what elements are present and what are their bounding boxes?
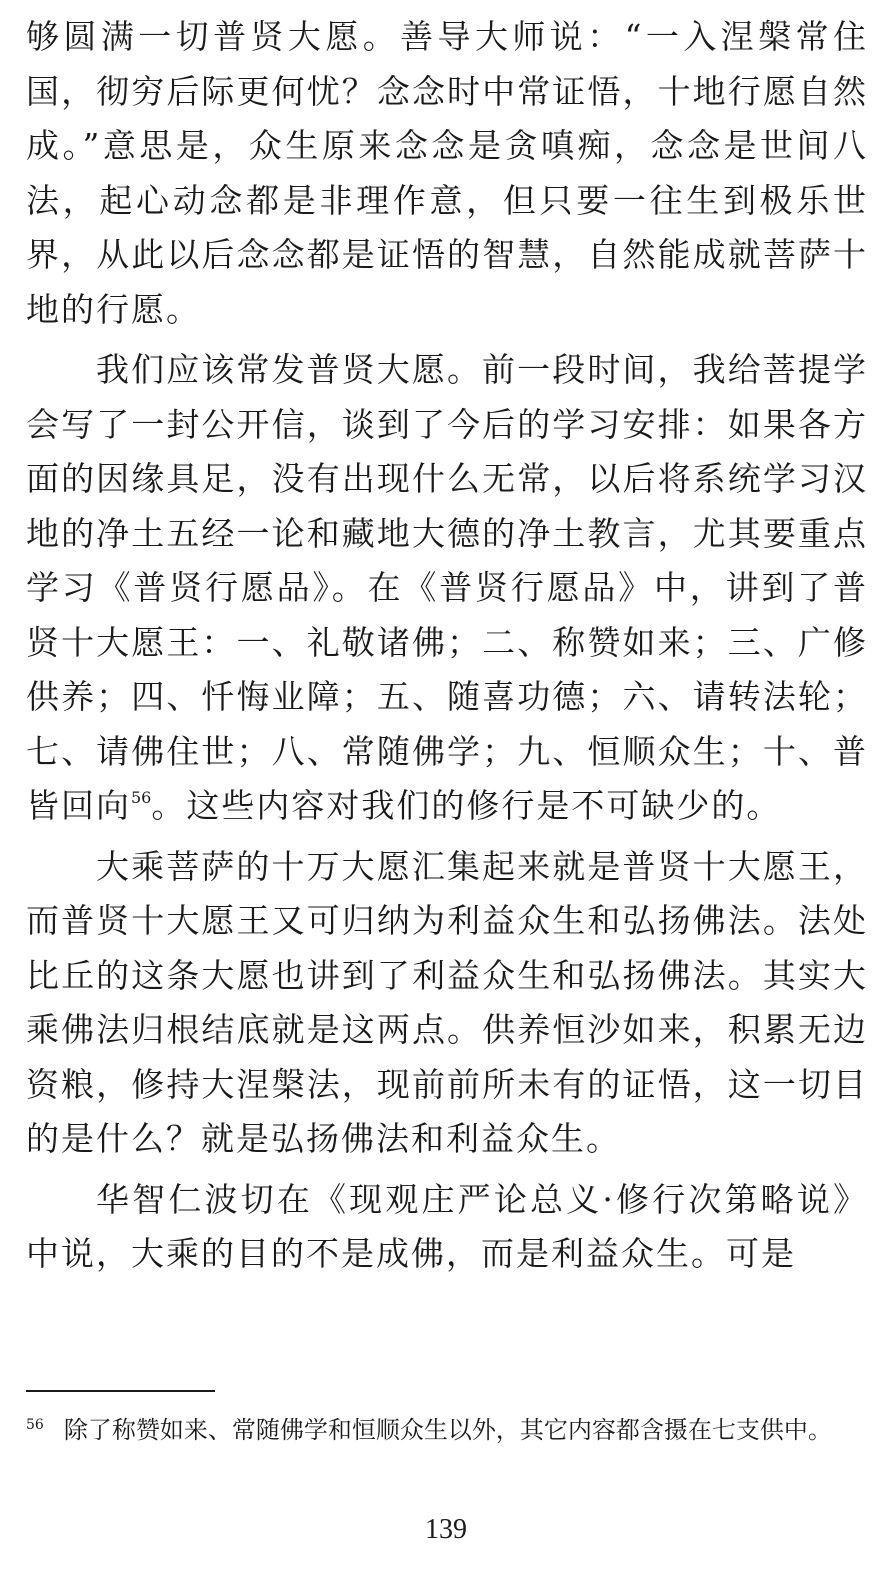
footnote-number: 56: [26, 1417, 44, 1433]
footnote-reference[interactable]: 56: [131, 788, 152, 807]
page-number: 139: [425, 1514, 467, 1545]
body-text: [26, 10, 868, 1282]
footnote-divider: [26, 1390, 215, 1392]
paragraph-2-text-end: 。这些内容对我们的修行是不可缺少的。: [151, 786, 782, 825]
footnote: [26, 1408, 868, 1448]
paragraph-1: 够圆满一切普贤大愿。善导大师说：“一入涅槃常住国，彻穷后际更何忧？念念时中常证悟，十地行愿自然成。”意思是，众生原来念念是贪嗔痴，念念是世间八法，起心动念都是非理作意，但只要一往生到极乐世界，从此以后念念都是证悟的智慧，自然能成就菩萨十地的行愿。: [26, 17, 868, 329]
paragraph-3: 大乘菩萨的十万大愿汇集起来就是普贤十大愿王，而普贤十大愿王又可归纳为利益众生和弘扬佛法。法处比丘的这条大愿也讲到了利益众生和弘扬佛法。其实大乘佛法归根结底就是这两点。供养恒沙如来，积累无边资粮，修持大涅槃法，现前前所未有的证悟，这一切目的是什么？就是弘扬佛法和利益众生。: [26, 846, 868, 1158]
paragraph-2: [26, 343, 868, 834]
paragraph-4: 华智仁波切在《现观庄严论总义·修行次第略说》中说，大乘的目的不是成佛，而是利益众生。可是: [26, 1179, 868, 1273]
paragraph-2-text: 我们应该常发普贤大愿。前一段时间，我给菩提学会写了一封公开信，谈到了今后的学习安排：如果各方面的因缘具足，没有出现什么无常，以后将系统学习汉地的净土五经一论和藏地大德的净土教言，尤其要重点学习《普贤行愿品》。在《普贤行愿品》中，讲到了普贤十大愿王：一、礼敬诸佛；二、称赞如来；三、广修供养；四、忏悔业障；五、随喜功德；六、请转法轮；七、请佛住世；八、常随佛学；九、恒顺众生；十、普皆回向: [26, 350, 868, 825]
footnote-text: 除了称赞如来、常随佛学和恒顺众生以外，其它内容都含摄在七支供中。: [63, 1416, 832, 1444]
